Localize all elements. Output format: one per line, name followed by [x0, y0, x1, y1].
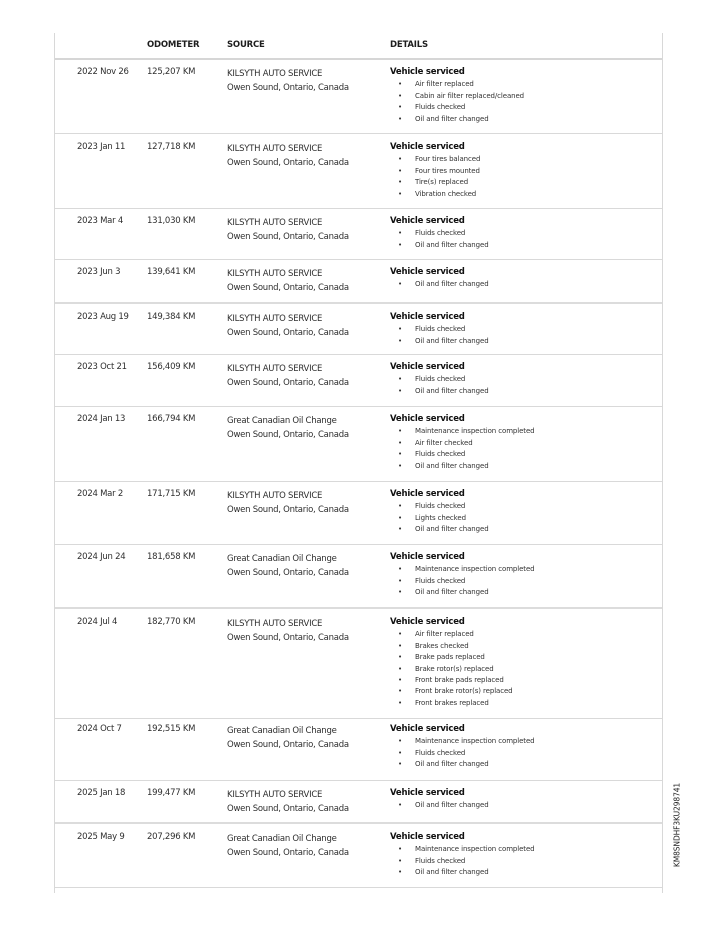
source-location: Owen Sound, Ontario, Canada: [227, 158, 349, 168]
bullet-icon: •: [398, 189, 403, 198]
source-name: KILSYTH AUTO SERVICE: [227, 314, 323, 324]
table-row: [55, 259, 662, 303]
bullet-icon: •: [398, 240, 403, 249]
detail-item-text: Fluids checked: [415, 748, 466, 757]
source-location: Owen Sound, Ontario, Canada: [227, 430, 349, 440]
detail-item: [390, 844, 535, 855]
detail-item-text: Fluids checked: [415, 576, 466, 585]
detail-item-text: Fluids checked: [415, 325, 466, 334]
details-title: Vehicle serviced: [390, 552, 465, 562]
details-title: Vehicle serviced: [390, 832, 465, 842]
detail-item: [390, 324, 489, 335]
source-name: KILSYTH AUTO SERVICE: [227, 491, 323, 501]
detail-item: [390, 501, 489, 512]
service-date: 2023 Oct 21: [77, 362, 127, 372]
detail-item: [390, 102, 524, 113]
odometer-value: 192,515 KM: [147, 724, 196, 734]
details-cell: [390, 489, 489, 536]
service-date: 2022 Nov 26: [77, 67, 129, 77]
detail-item: [390, 177, 480, 188]
detail-item-text: Fluids checked: [415, 856, 466, 865]
vin-label: [670, 775, 684, 875]
source-cell: [227, 788, 349, 816]
odometer-value: 131,030 KM: [147, 216, 196, 226]
detail-item-text: Oil and filter changed: [415, 114, 489, 123]
bullet-icon: •: [398, 856, 403, 865]
detail-item-text: Air filter replaced: [415, 80, 474, 89]
odometer-value: 127,718 KM: [147, 142, 196, 152]
source-location: Owen Sound, Ontario, Canada: [227, 283, 349, 293]
table-row: [55, 607, 662, 719]
detail-item-text: Fluids checked: [415, 229, 466, 238]
detail-item: [390, 336, 489, 347]
table-row: [55, 822, 662, 888]
bullet-icon: •: [398, 653, 403, 662]
detail-item: [390, 800, 489, 811]
detail-item-text: Oil and filter changed: [415, 801, 489, 810]
detail-item-text: Brake pads replaced: [415, 653, 485, 662]
source-name: KILSYTH AUTO SERVICE: [227, 144, 323, 154]
service-date: 2023 Jun 3: [77, 267, 121, 277]
bullet-icon: •: [398, 280, 403, 289]
detail-item: [390, 675, 513, 686]
bullet-icon: •: [398, 737, 403, 746]
detail-item-text: Fluids checked: [415, 375, 466, 384]
details-title: Vehicle serviced: [390, 142, 465, 152]
detail-item: [390, 374, 489, 385]
bullet-icon: •: [398, 760, 403, 769]
bullet-icon: •: [398, 641, 403, 650]
details-title: Vehicle serviced: [390, 216, 465, 226]
details-title: Vehicle serviced: [390, 362, 465, 372]
header-source: SOURCE: [227, 40, 265, 50]
details-title: Vehicle serviced: [390, 67, 465, 77]
detail-item-text: Front brakes replaced: [415, 698, 489, 707]
bullet-icon: •: [398, 325, 403, 334]
source-location: Owen Sound, Ontario, Canada: [227, 848, 349, 858]
detail-item: [390, 438, 535, 449]
detail-item-text: Four tires mounted: [415, 166, 480, 175]
detail-item-text: Fluids checked: [415, 502, 466, 511]
table-row: [55, 780, 662, 823]
source-cell: [227, 67, 349, 95]
service-date: 2023 Jan 11: [77, 142, 126, 152]
detail-item: [390, 664, 513, 675]
bullet-icon: •: [398, 80, 403, 89]
source-cell: [227, 142, 349, 170]
odometer-value: 156,409 KM: [147, 362, 196, 372]
source-location: Owen Sound, Ontario, Canada: [227, 505, 349, 515]
source-cell: [227, 724, 349, 752]
source-name: KILSYTH AUTO SERVICE: [227, 69, 323, 79]
odometer-value: 139,641 KM: [147, 267, 196, 277]
table-row: [55, 134, 662, 209]
details-cell: [390, 67, 524, 125]
service-date: 2024 Jan 13: [77, 414, 126, 424]
detail-item-text: Maintenance inspection completed: [415, 427, 535, 436]
detail-item-text: Cabin air filter replaced/cleaned: [415, 91, 525, 100]
detail-item-text: Oil and filter changed: [415, 588, 489, 597]
odometer-value: 149,384 KM: [147, 312, 196, 322]
table-header: [55, 33, 662, 60]
detail-item: [390, 759, 535, 770]
detail-item: [390, 154, 480, 165]
source-name: KILSYTH AUTO SERVICE: [227, 619, 323, 629]
source-name: Great Canadian Oil Change: [227, 834, 337, 844]
bullet-icon: •: [398, 698, 403, 707]
details-cell: [390, 617, 513, 709]
details-cell: [390, 312, 489, 347]
detail-item-text: Oil and filter changed: [415, 240, 489, 249]
source-name: Great Canadian Oil Change: [227, 726, 337, 736]
source-cell: [227, 312, 349, 340]
bullet-icon: •: [398, 166, 403, 175]
bullet-icon: •: [398, 103, 403, 112]
table-row: [55, 59, 662, 134]
source-cell: [227, 832, 349, 860]
source-location: Owen Sound, Ontario, Canada: [227, 83, 349, 93]
details-cell: [390, 362, 489, 397]
detail-item: [390, 867, 535, 878]
detail-item-text: Lights checked: [415, 513, 466, 522]
detail-item-text: Oil and filter changed: [415, 525, 489, 534]
detail-item-text: Maintenance inspection completed: [415, 737, 535, 746]
detail-item: [390, 189, 480, 200]
bullet-icon: •: [398, 687, 403, 696]
detail-item: [390, 856, 535, 867]
detail-item: [390, 564, 535, 575]
details-cell: [390, 216, 489, 251]
odometer-value: 182,770 KM: [147, 617, 196, 627]
service-date: 2025 Jan 18: [77, 788, 126, 798]
service-date: 2024 Jul 4: [77, 617, 118, 627]
detail-item: [390, 698, 513, 709]
odometer-value: 171,715 KM: [147, 489, 196, 499]
bullet-icon: •: [398, 565, 403, 574]
details-title: Vehicle serviced: [390, 489, 465, 499]
details-cell: [390, 724, 535, 771]
detail-item: [390, 426, 535, 437]
source-cell: [227, 267, 349, 295]
bullet-icon: •: [398, 513, 403, 522]
detail-item: [390, 91, 524, 102]
service-date: 2023 Mar 4: [77, 216, 123, 226]
detail-item: [390, 240, 489, 251]
service-date: 2025 May 9: [77, 832, 125, 842]
details-title: Vehicle serviced: [390, 617, 465, 627]
source-cell: [227, 552, 349, 580]
details-cell: [390, 414, 535, 472]
source-name: KILSYTH AUTO SERVICE: [227, 790, 323, 800]
source-location: Owen Sound, Ontario, Canada: [227, 568, 349, 578]
service-date: 2023 Aug 19: [77, 312, 129, 322]
details-title: Vehicle serviced: [390, 312, 465, 322]
service-date: 2024 Jun 24: [77, 552, 126, 562]
bullet-icon: •: [398, 675, 403, 684]
detail-item-text: Fluids checked: [415, 103, 466, 112]
table-row: [55, 354, 662, 407]
header-details: DETAILS: [390, 40, 428, 50]
detail-item-text: Brakes checked: [415, 641, 469, 650]
bullet-icon: •: [398, 438, 403, 447]
bullet-icon: •: [398, 502, 403, 511]
table-row: [55, 544, 662, 608]
detail-item-text: Air filter checked: [415, 438, 473, 447]
bullet-icon: •: [398, 461, 403, 470]
source-name: KILSYTH AUTO SERVICE: [227, 364, 323, 374]
detail-item: [390, 461, 535, 472]
detail-item-text: Tire(s) replaced: [415, 178, 469, 187]
detail-item-text: Fluids checked: [415, 450, 466, 459]
detail-item-text: Maintenance inspection completed: [415, 845, 535, 854]
details-cell: [390, 267, 489, 291]
source-cell: [227, 216, 349, 244]
detail-item: [390, 524, 489, 535]
bullet-icon: •: [398, 576, 403, 585]
detail-item-text: Four tires balanced: [415, 155, 481, 164]
bullet-icon: •: [398, 868, 403, 877]
detail-item-text: Front brake rotor(s) replaced: [415, 687, 513, 696]
bullet-icon: •: [398, 845, 403, 854]
odometer-value: 166,794 KM: [147, 414, 196, 424]
table-row: [55, 302, 662, 355]
detail-item: [390, 652, 513, 663]
service-date: 2024 Mar 2: [77, 489, 123, 499]
detail-item: [390, 736, 535, 747]
service-date: 2024 Oct 7: [77, 724, 122, 734]
bullet-icon: •: [398, 375, 403, 384]
detail-item: [390, 641, 513, 652]
vin-text: KM8SNDHF3KU298741: [672, 782, 682, 868]
header-odometer: ODOMETER: [147, 40, 200, 50]
odometer-value: 181,658 KM: [147, 552, 196, 562]
odometer-value: 125,207 KM: [147, 67, 196, 77]
bullet-icon: •: [398, 664, 403, 673]
detail-item-text: Oil and filter changed: [415, 760, 489, 769]
source-location: Owen Sound, Ontario, Canada: [227, 633, 349, 643]
detail-item: [390, 386, 489, 397]
detail-item: [390, 748, 535, 759]
detail-item-text: Maintenance inspection completed: [415, 565, 535, 574]
detail-item-text: Air filter replaced: [415, 630, 474, 639]
detail-item: [390, 449, 535, 460]
detail-item-text: Oil and filter changed: [415, 336, 489, 345]
detail-item: [390, 228, 489, 239]
details-cell: [390, 552, 535, 599]
detail-item: [390, 576, 535, 587]
source-cell: [227, 489, 349, 517]
detail-item-text: Brake rotor(s) replaced: [415, 664, 494, 673]
service-history-table: [54, 33, 663, 893]
bullet-icon: •: [398, 801, 403, 810]
detail-item-text: Oil and filter changed: [415, 280, 489, 289]
odometer-value: 207,296 KM: [147, 832, 196, 842]
source-cell: [227, 362, 349, 390]
detail-item-text: Oil and filter changed: [415, 461, 489, 470]
source-location: Owen Sound, Ontario, Canada: [227, 804, 349, 814]
detail-item-text: Oil and filter changed: [415, 868, 489, 877]
source-location: Owen Sound, Ontario, Canada: [227, 378, 349, 388]
source-name: KILSYTH AUTO SERVICE: [227, 269, 323, 279]
bullet-icon: •: [398, 114, 403, 123]
source-name: KILSYTH AUTO SERVICE: [227, 218, 323, 228]
detail-item: [390, 79, 524, 90]
detail-item-text: Vibration checked: [415, 189, 477, 198]
table-row: [55, 208, 662, 260]
detail-item: [390, 166, 480, 177]
detail-item: [390, 629, 513, 640]
detail-item-text: Oil and filter changed: [415, 386, 489, 395]
source-name: Great Canadian Oil Change: [227, 416, 337, 426]
bullet-icon: •: [398, 588, 403, 597]
details-title: Vehicle serviced: [390, 267, 465, 277]
details-title: Vehicle serviced: [390, 724, 465, 734]
bullet-icon: •: [398, 155, 403, 164]
source-name: Great Canadian Oil Change: [227, 554, 337, 564]
detail-item: [390, 279, 489, 290]
detail-item: [390, 686, 513, 697]
details-title: Vehicle serviced: [390, 414, 465, 424]
source-cell: [227, 617, 349, 645]
bullet-icon: •: [398, 748, 403, 757]
table-row: [55, 481, 662, 545]
bullet-icon: •: [398, 91, 403, 100]
details-cell: [390, 832, 535, 879]
source-location: Owen Sound, Ontario, Canada: [227, 232, 349, 242]
bullet-icon: •: [398, 229, 403, 238]
bullet-icon: •: [398, 427, 403, 436]
table-row: [55, 406, 662, 482]
details-cell: [390, 142, 480, 200]
source-location: Owen Sound, Ontario, Canada: [227, 740, 349, 750]
bullet-icon: •: [398, 178, 403, 187]
odometer-value: 199,477 KM: [147, 788, 196, 798]
table-row: [55, 716, 662, 781]
bullet-icon: •: [398, 450, 403, 459]
bullet-icon: •: [398, 630, 403, 639]
bullet-icon: •: [398, 336, 403, 345]
detail-item: [390, 114, 524, 125]
bullet-icon: •: [398, 525, 403, 534]
details-cell: [390, 788, 489, 812]
source-location: Owen Sound, Ontario, Canada: [227, 328, 349, 338]
bullet-icon: •: [398, 386, 403, 395]
source-cell: [227, 414, 349, 442]
detail-item: [390, 513, 489, 524]
detail-item: [390, 587, 535, 598]
detail-item-text: Front brake pads replaced: [415, 675, 504, 684]
details-title: Vehicle serviced: [390, 788, 465, 798]
